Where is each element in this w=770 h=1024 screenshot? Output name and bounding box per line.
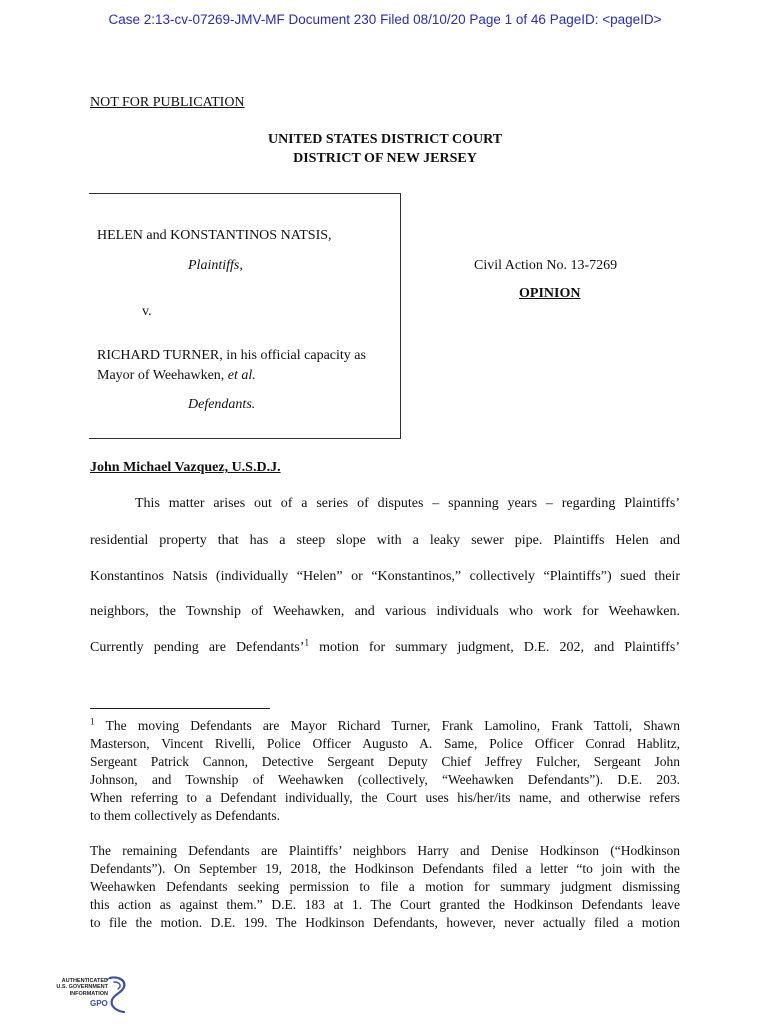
defendants-role: Defendants. <box>188 397 256 412</box>
body-line-5-start: Currently pending are Defendants’ <box>90 640 305 655</box>
body-line-4: neighbors, the Township of Weehawken, and various individuals who work for Weehawken. <box>90 604 680 619</box>
footnote-2-line-1: The remaining Defendants are Plaintiffs’ neighbors Harry and Denise Hodkinson (“Hodkinson <box>90 843 680 858</box>
et-al-italic: et al. <box>227 368 256 383</box>
defendants-name-line2 <box>97 366 366 386</box>
footnote-2-line-4: this action as against them.” D.E. 183 at 1. The Court granted the Hodkinson Defendants leave <box>90 897 680 912</box>
footnote-1-line-2: Masterson, Vincent Rivelli, Police Officer Augusto A. Same, Police Officer Conrad Hablitz, <box>90 736 680 751</box>
judge-name: John Michael Vazquez, U.S.D.J. <box>90 460 281 475</box>
body-line-2: residential property that has a steep slope with a leaky sewer pipe. Plaintiffs Helen and <box>90 533 680 548</box>
body-line-1: This matter arises out of a series of disputes – spanning years – regarding Plaintiffs’ <box>135 496 680 511</box>
footnote-2-line-2: Defendants”). On September 19, 2018, the Hodkinson Defendants filed a letter “to join with the <box>90 861 680 876</box>
plaintiffs-name: HELEN and KONSTANTINOS NATSIS, <box>97 228 332 243</box>
footnote-1-line-3: Sergeant Patrick Cannon, Detective Sergeant Deputy Chief Jeffrey Fulcher, Sergeant John <box>90 754 680 769</box>
civil-action-number: Civil Action No. 13-7269 <box>474 258 618 273</box>
footnote-1-line-5: When referring to a Defendant individually, the Court uses his/her/its name, and otherwise refers <box>90 790 680 805</box>
footnote-mark: 1 <box>90 717 95 728</box>
footnote-1-line-1 <box>90 717 680 735</box>
defendants-name-line1: RICHARD TURNER, in his official capacity as <box>97 348 366 363</box>
defendants-name-line2-text: Mayor of Weehawken, <box>97 368 228 383</box>
body-line-5-end: motion for summary judgment, D.E. 202, and Plaintiffs’ <box>309 640 680 655</box>
plaintiffs-role: Plaintiffs, <box>188 258 243 273</box>
footnote-reference[interactable]: 1 <box>304 639 310 649</box>
footnote-1-line-1-text: The moving Defendants are Mayor Richard Turner, Frank Lamolino, Frank Tattoli, Shawn <box>94 718 680 733</box>
court-district: DISTRICT OF NEW JERSEY <box>293 151 477 166</box>
not-for-publication-label: NOT FOR PUBLICATION <box>90 95 245 110</box>
gpo-seal-line-2: U.S. GOVERNMENT <box>56 984 108 991</box>
ecf-header: Case 2:13-cv-07269-JMV-MF Document 230 Filed 08/10/20 Page 1 of 46 PageID: <pageID> <box>108 12 662 27</box>
footnote-2-line-5: to file the motion. D.E. 199. The Hodkinson Defendants, however, never actually filed a motion <box>90 915 680 930</box>
versus-label: v. <box>142 304 152 319</box>
court-name: UNITED STATES DISTRICT COURT <box>267 132 503 147</box>
footnote-1-line-4: Johnson, and Township of Weehawken (collectively, “Weehawken Defendants”). D.E. 203. <box>90 772 680 787</box>
gpo-mark: GPO <box>90 999 108 1008</box>
footnote-1-line-6: to them collectively as Defendants. <box>90 808 281 823</box>
opinion-title: OPINION <box>519 286 581 301</box>
gpo-seal-line-1: AUTHENTICATED <box>61 978 108 984</box>
body-line-5 <box>90 639 680 657</box>
body-line-3: Konstantinos Natsis (individually “Helen” or “Konstantinos,” collectively “Plaintiffs”) sued their <box>90 569 680 584</box>
gpo-seal-text <box>40 978 108 997</box>
defendants-name <box>97 346 366 386</box>
gpo-authentication-seal <box>40 974 132 1016</box>
gpo-seal-line-3: INFORMATION <box>69 990 108 997</box>
footnote-2-line-3: Weehawken Defendants seeking permission to file a motion for summary judgment dismissing <box>90 879 680 894</box>
court-heading <box>0 130 770 168</box>
footnote-separator <box>90 708 270 709</box>
